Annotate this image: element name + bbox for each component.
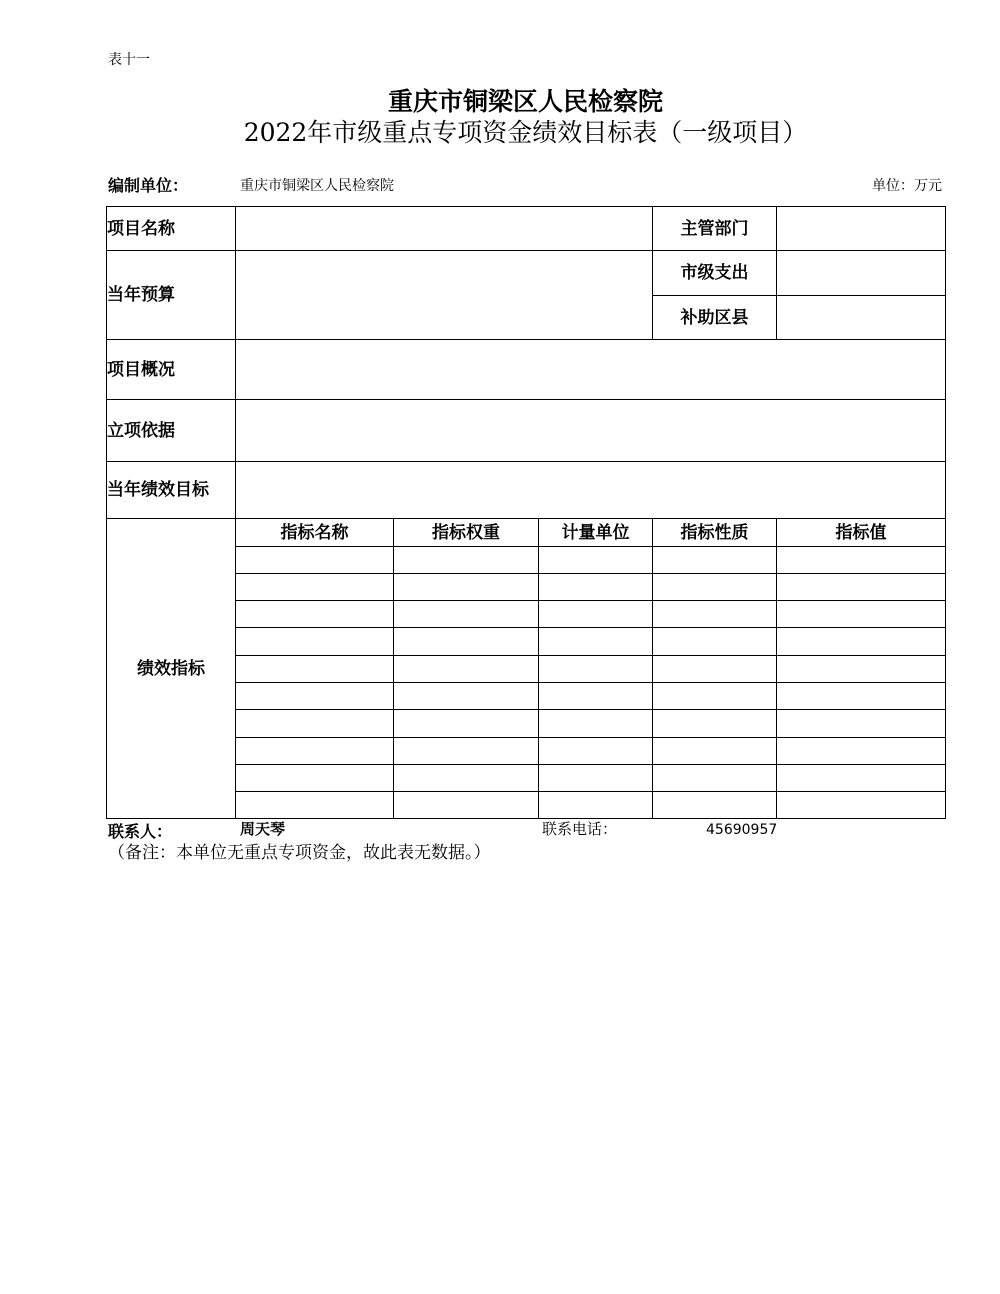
phone-label: 联系电话： bbox=[542, 820, 618, 838]
metric-cell bbox=[539, 710, 653, 738]
metric-cell bbox=[539, 792, 653, 819]
metric-cell bbox=[539, 765, 653, 792]
metric-cell bbox=[394, 574, 539, 601]
row-metric-header bbox=[107, 519, 946, 547]
metric-cell bbox=[777, 574, 946, 601]
metric-header-weight: 指标权重 bbox=[394, 519, 539, 547]
metric-cell bbox=[394, 601, 539, 628]
metric-cell bbox=[777, 710, 946, 738]
project-name-label: 项目名称 bbox=[107, 207, 236, 251]
metric-cell bbox=[653, 765, 777, 792]
metric-cell bbox=[539, 738, 653, 765]
metric-cell bbox=[653, 656, 777, 683]
metric-cell bbox=[394, 738, 539, 765]
performance-target-table bbox=[106, 206, 946, 819]
metric-cell bbox=[394, 628, 539, 656]
metric-cell bbox=[539, 683, 653, 710]
overview-label: 项目概况 bbox=[107, 340, 236, 400]
metric-cell bbox=[394, 765, 539, 792]
county-subsidy-value bbox=[777, 296, 946, 340]
table-number: 表十一 bbox=[108, 52, 150, 68]
metric-cell bbox=[653, 710, 777, 738]
metric-cell bbox=[539, 547, 653, 574]
metric-cell bbox=[394, 656, 539, 683]
metric-cell bbox=[653, 547, 777, 574]
metric-cell bbox=[539, 628, 653, 656]
remark-note: （备注：本单位无重点专项资金，故此表无数据。） bbox=[108, 843, 491, 863]
row-project-name bbox=[107, 207, 946, 251]
metric-cell bbox=[236, 683, 394, 710]
metric-header-unit: 计量单位 bbox=[539, 519, 653, 547]
page-title-org: 重庆市铜梁区人民检察院 bbox=[387, 87, 663, 116]
basis-label: 立项依据 bbox=[107, 400, 236, 462]
page-title-form: 2022年市级重点专项资金绩效目标表（一级项目） bbox=[243, 118, 808, 147]
metric-cell bbox=[777, 601, 946, 628]
metric-cell bbox=[394, 792, 539, 819]
metric-cell bbox=[236, 765, 394, 792]
metric-cell bbox=[539, 656, 653, 683]
metric-cell bbox=[777, 628, 946, 656]
metric-cell bbox=[777, 792, 946, 819]
metric-cell bbox=[653, 738, 777, 765]
goal-label: 当年绩效目标 bbox=[107, 462, 236, 519]
row-budget bbox=[107, 251, 946, 296]
metric-cell bbox=[777, 765, 946, 792]
metric-cell bbox=[653, 792, 777, 819]
prep-unit-value: 重庆市铜梁区人民检察院 bbox=[240, 178, 394, 194]
metric-cell bbox=[653, 601, 777, 628]
goal-value bbox=[236, 462, 946, 519]
metric-cell bbox=[539, 601, 653, 628]
row-goal bbox=[107, 462, 946, 519]
prep-unit-label: 编制单位： bbox=[108, 176, 189, 195]
city-expense-label: 市级支出 bbox=[653, 251, 777, 296]
metric-cell bbox=[539, 574, 653, 601]
row-overview bbox=[107, 340, 946, 400]
metric-cell bbox=[236, 547, 394, 574]
metric-cell bbox=[653, 683, 777, 710]
metric-cell bbox=[653, 628, 777, 656]
project-name-value bbox=[236, 207, 653, 251]
budget-label: 当年预算 bbox=[107, 251, 236, 340]
metric-header-value: 指标值 bbox=[777, 519, 946, 547]
metric-cell bbox=[236, 601, 394, 628]
basis-value bbox=[236, 400, 946, 462]
county-subsidy-label: 补助区县 bbox=[653, 296, 777, 340]
budget-value bbox=[236, 251, 653, 340]
metric-cell bbox=[394, 710, 539, 738]
metric-cell bbox=[777, 738, 946, 765]
metric-cell bbox=[777, 547, 946, 574]
metric-cell bbox=[236, 738, 394, 765]
contact-label: 联系人： bbox=[108, 822, 173, 841]
city-expense-value bbox=[777, 251, 946, 296]
metric-cell bbox=[653, 574, 777, 601]
metric-cell bbox=[236, 628, 394, 656]
metric-cell bbox=[777, 683, 946, 710]
phone-number: 45690957 bbox=[706, 822, 778, 838]
metric-header-nature: 指标性质 bbox=[653, 519, 777, 547]
metric-cell bbox=[236, 710, 394, 738]
contact-name: 周天琴 bbox=[240, 820, 286, 838]
metric-cell bbox=[394, 547, 539, 574]
metric-cell bbox=[777, 656, 946, 683]
overview-value bbox=[236, 340, 946, 400]
metric-header-name: 指标名称 bbox=[236, 519, 394, 547]
currency-unit: 单位：万元 bbox=[872, 178, 942, 194]
metric-cell bbox=[236, 656, 394, 683]
dept-label: 主管部门 bbox=[653, 207, 777, 251]
row-basis bbox=[107, 400, 946, 462]
metrics-label: 绩效指标 bbox=[107, 519, 236, 819]
metric-cell bbox=[236, 792, 394, 819]
dept-value bbox=[777, 207, 946, 251]
metric-cell bbox=[236, 574, 394, 601]
metric-cell bbox=[394, 683, 539, 710]
